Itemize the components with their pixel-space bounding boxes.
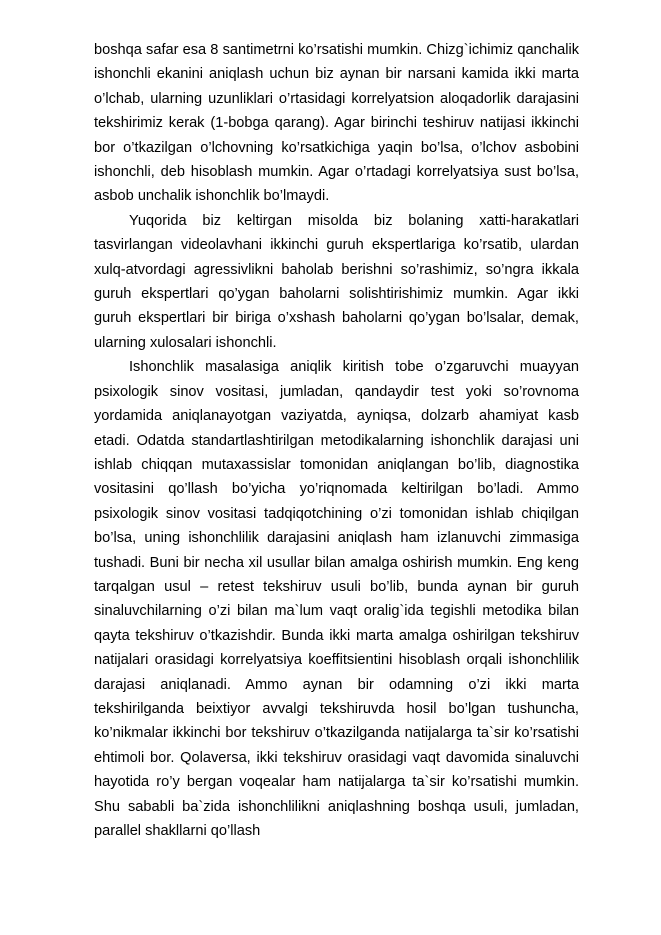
paragraph-continuation: boshqa safar esa 8 santimetrni ko’rsatishi mumkin. Chizg`ichimiz qanchalik ishonchli ekanini aniqlash uchun biz aynan bir narsani kamida ikki marta o’lchab, ularning uzunliklari o’rtasidagi korrelyatsion aloqadorlik darajasini tekshirimiz kerak (1-bobga qarang). Agar birinchi teshiruv natijasi ikkinchi bor o’tkazilgan o’lchovning ko’rsatkichiga yaqin bo’lsa, o’lchov asbobini ishonchli, deb hisoblash mumkin. Agar o’rtadagi korrelyatsiya sust bo’lsa, asbob unchalik ishonchlik bo’lmaydi. xyxy=(94,42,579,205)
document-page xyxy=(94,38,579,843)
paragraph-reliability-methods: Ishonchlik masalasiga aniqlik kiritish tobe o’zgaruvchi muayyan psixologik sinov vositasi, jumladan, qandaydir test yoki so’rovnoma yordamida aniqlanayotgan vaziyatda, ayniqsa, dolzarb ahamiyat kasb etadi. Odatda standartlashtirilgan metodikalarning ishonchlik darajasi uni ishlab chiqqan mutaxassislar tomonidan aniqlangan bo’lib, diagnostika vositasini qo’llash bo’yicha yo’riqnomada keltirilgan bo’ladi. Ammo psixologik sinov vositasi tadqiqotchining o’zi tomonidan ishlab chiqilgan bo’lsa, uning ishonchlilik darajasini aniqlash ham izlanuvchi zimmasiga tushadi. Buni bir necha xil usullar bilan amalga oshirish mumkin. Eng keng tarqalgan usul – retest tekshiruv usuli bo’lib, bunda aynan bir guruh sinaluvchilarning o’zi bilan ma`lum vaqt oralig`ida tegishli metodika bilan qayta tekshiruv o’tkazishdir. Bunda ikki marta amalga oshirilgan tekshiruv natijalari orasidagi korrelyatsiya koeffitsientini hisoblash orqali ishonchlilik darajasi aniqlanadi. Ammo aynan bir odamning o’zi ikki marta tekshirilganda beixtiyor avvalgi tekshiruvda hosil bo’lgan tushuncha, ko’nikmalar ikkinchi bor tekshiruv o’tkazilganda natijalarga ta`sir ko’rsatishi ehtimoli bor. Qolaversa, ikki tekshiruv orasidagi vaqt davomida sinaluvchi hayotida ro’y bergan voqealar ham natijalarga ta`sir ko’rsatishi mumkin. Shu sababli ba`zida ishonchlilikni aniqlashning boshqa usuli, jumladan, parallel shakllarni qo’llash xyxy=(94,359,579,839)
paragraph-expert-groups: Yuqorida biz keltirgan misolda biz bolaning xatti-harakatlari tasvirlangan videolavhani ikkinchi guruh ekspertlariga ko’rsatib, ulardan xulq-atvordagi agressivlikni baholab berishni so’rashimiz, so’ngra ikkala guruh ekspertlari qo’ygan baholarni solishtirishimiz mumkin. Agar ikki guruh ekspertlari bir biriga o’xshash baholarni qo’ygan bo’lsalar, demak, ularning xulosalari ishonchli. xyxy=(94,212,579,351)
